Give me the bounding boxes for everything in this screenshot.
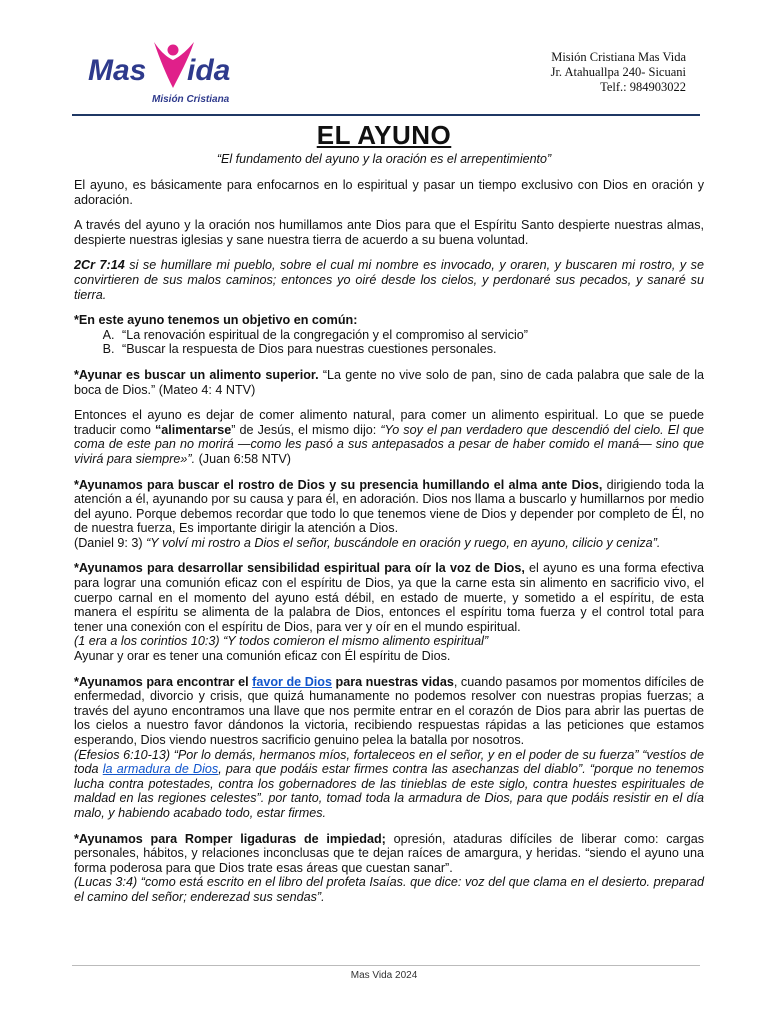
mas-vida-logo [84, 30, 244, 110]
intro-paragraph: El ayuno, es básicamente para enfocarnos en lo espiritual y pasar un tiempo exclusivo con Dios en oración y adoración. [74, 178, 704, 207]
logo-brand-left: Mas [88, 54, 147, 87]
section-spiritual-food: Entonces el ayuno es dejar de comer alimento natural, para comer un alimento espiritual. Lo que se puede traducir como “alimentarse” de Jesús, el mismo dijo: “Yo soy el pan verdadero que descendió del cielo. El que coma de este pan no morirá —como les pasó a sus antepasados a pesar de haber comido el maná— sino que vivirá para siempre»”. (Juan 6:58 NTV) [74, 408, 704, 466]
logo-graphic [84, 30, 244, 110]
section-favor: *Ayunamos para encontrar el favor de Dios para nuestras vidas, cuando pasamos por momentos difíciles de enfermedad, divorcio y crisis, que quizá humanamente no podemos resolver con nuestras propias fuerzas; a través del ayuno encontramos una llave que nos permite entrar en el corazón de Dios para abrir las puertas de los cielos a nuestro favor dándonos la victoria, recibiendo respuestas rápidas a las peticiones que estamos esperando, Dios viendo nuestros sacrificio genuino pelea la batalla por nosotros. [74, 674, 704, 747]
contact-line-address: Jr. Atahuallpa 240- Sicuani [550, 65, 686, 79]
contact-block [551, 50, 686, 95]
section-heading: *Ayunamos para Romper ligaduras de impiedad; [74, 831, 386, 846]
footer-divider [72, 965, 700, 966]
section-bonds: *Ayunamos para Romper ligaduras de impiedad; opresión, ataduras difíciles de liberar como: cargas personales, hábitos, y relaciones inconclusas que te dejan raíces de amargura, y heridas. “siendo el ayuno una forma poderosa para que Dios trate esas áreas que cuestan sanar”. [74, 831, 704, 875]
document-body [74, 178, 704, 916]
objective-list [74, 328, 704, 357]
section-sensitivity: *Ayunamos para desarrollar sensibilidad espiritual para oír la voz de Dios, el ayuno es una forma efectiva para lograr una comunión eficaz con el espíritu de Dios, ya que la carne esta sin alimento en sacrificio vivo, el cuerpo carnal en el momento del ayuno está débil, en estado de muerte, y sometido a el espíritu, de esta manera el espíritu se alimenta de la palabra de Dios, entonces el espíritu toma fuerza y el control total para tener una conexión con el espíritu de Dios, para ver y oír en el mundo espiritual. [74, 561, 705, 634]
section-heading: *Ayunamos para desarrollar sensibilidad espiritual para oír la voz de Dios, [74, 561, 525, 576]
section-sensitivity-quote: (1 era a los corintios 10:3) “Y todos comieron el mismo alimento espiritual” [74, 634, 489, 649]
page-footer: Mas Vida 2024 [350, 970, 418, 981]
logo-figure-head [168, 45, 179, 56]
logo-tagline: Misión Cristiana [152, 94, 230, 105]
favor-de-dios-link[interactable]: favor de Dios [252, 674, 332, 689]
objective-item: A. “La renovación espiritual de la congregación y el compromiso al servicio” [118, 328, 704, 343]
contact-line-phone: Telf.: 984903022 [600, 80, 686, 94]
section-seek-face-quote: (Daniel 9: 3) “Y volví mi rostro a Dios el señor, buscándole en oración y ruego, en ayuno, cilicio y ceniza”. [74, 535, 661, 550]
objective-item: B. “Buscar la respuesta de Dios para nuestras cuestiones personales. [118, 342, 704, 357]
page-subtitle: “El fundamento del ayuno y la oración es el arrepentimiento” [216, 152, 552, 166]
page-title: EL AYUNO [316, 120, 452, 150]
objective-heading: *En este ayuno tenemos un objetivo en común: [74, 313, 358, 328]
logo-brand-right: ida [187, 54, 231, 87]
verse-reference: 2Cr 7:14 [74, 258, 125, 273]
header-divider [72, 114, 700, 116]
section-heading: *Ayunar es buscar un alimento superior. [74, 367, 319, 382]
section-heading: *Ayunamos para encontrar el [74, 674, 253, 689]
section-superior-food: *Ayunar es buscar un alimento superior. “La gente no vive solo de pan, sino de cada palabra que sale de la boca de Dios.” (Mateo 4: 4 NTV) [74, 367, 704, 397]
section-heading: *Ayunamos para buscar el rostro de Dios y su presencia humillando el alma ante Dios, [74, 477, 603, 492]
verse-text: si se humillare mi pueblo, sobre el cual mi nombre es invocado, y oraren, y buscaren mi rostro, y se convirtieren de sus malos caminos; entonces yo oiré desde los cielos, y perdonaré sus pecados, y sanaré su tierra. [74, 258, 704, 302]
verse-paragraph [74, 258, 704, 302]
section-seek-face: *Ayunamos para buscar el rostro de Dios y su presencia humillando el alma ante Dios, dirigiendo toda la atención a él, ayunando por su causa y para él, en adoración. Dios nos llama a buscarlo y humillarnos por medio del ayuno. Porque debemos recordar que todo lo que tenemos viene de Dios y depender por completo de Él, no de nuestra fuerza, Es importante dirigir la atención a Dios. [74, 477, 705, 536]
section-bonds-quote: (Lucas 3:4) “como está escrito en el libro del profeta Isaías. que dice: voz del que clama en el desierto. preparad el camino del señor; enderezad sus sendas”. [74, 875, 704, 904]
purpose-paragraph: A través del ayuno y la oración nos humillamos ante Dios para que el Espíritu Santo despierte nuestras almas, despierte nuestras iglesias y sane nuestra tierra de acuerdo a su buena voluntad. [74, 218, 704, 247]
armadura-de-dios-link[interactable]: la armadura de Dios [102, 762, 219, 777]
contact-line-org: Misión Cristiana Mas Vida [551, 50, 686, 64]
section-sensitivity-closing: Ayunar y orar es tener una comunión eficaz con Él espíritu de Dios. [74, 649, 451, 664]
section-favor-quote: (Efesios 6:10-13) “Por lo demás, hermanos míos, fortaleceos en el señor, y en el poder de su fuerza” “vestíos de toda la armadura de Dios, para que podáis estar firmes contra las asechanzas del diablo”. “porque no tenemos lucha contra potestades, contra los gobernadores de las tinieblas de este siglo, contra huestes espirituales de maldad en las regiones celestes”. por tanto, tomad toda la armadura de Dios, para que podáis resistir en el día malo, y habiendo acabado todo, estar firmes. [74, 747, 704, 820]
